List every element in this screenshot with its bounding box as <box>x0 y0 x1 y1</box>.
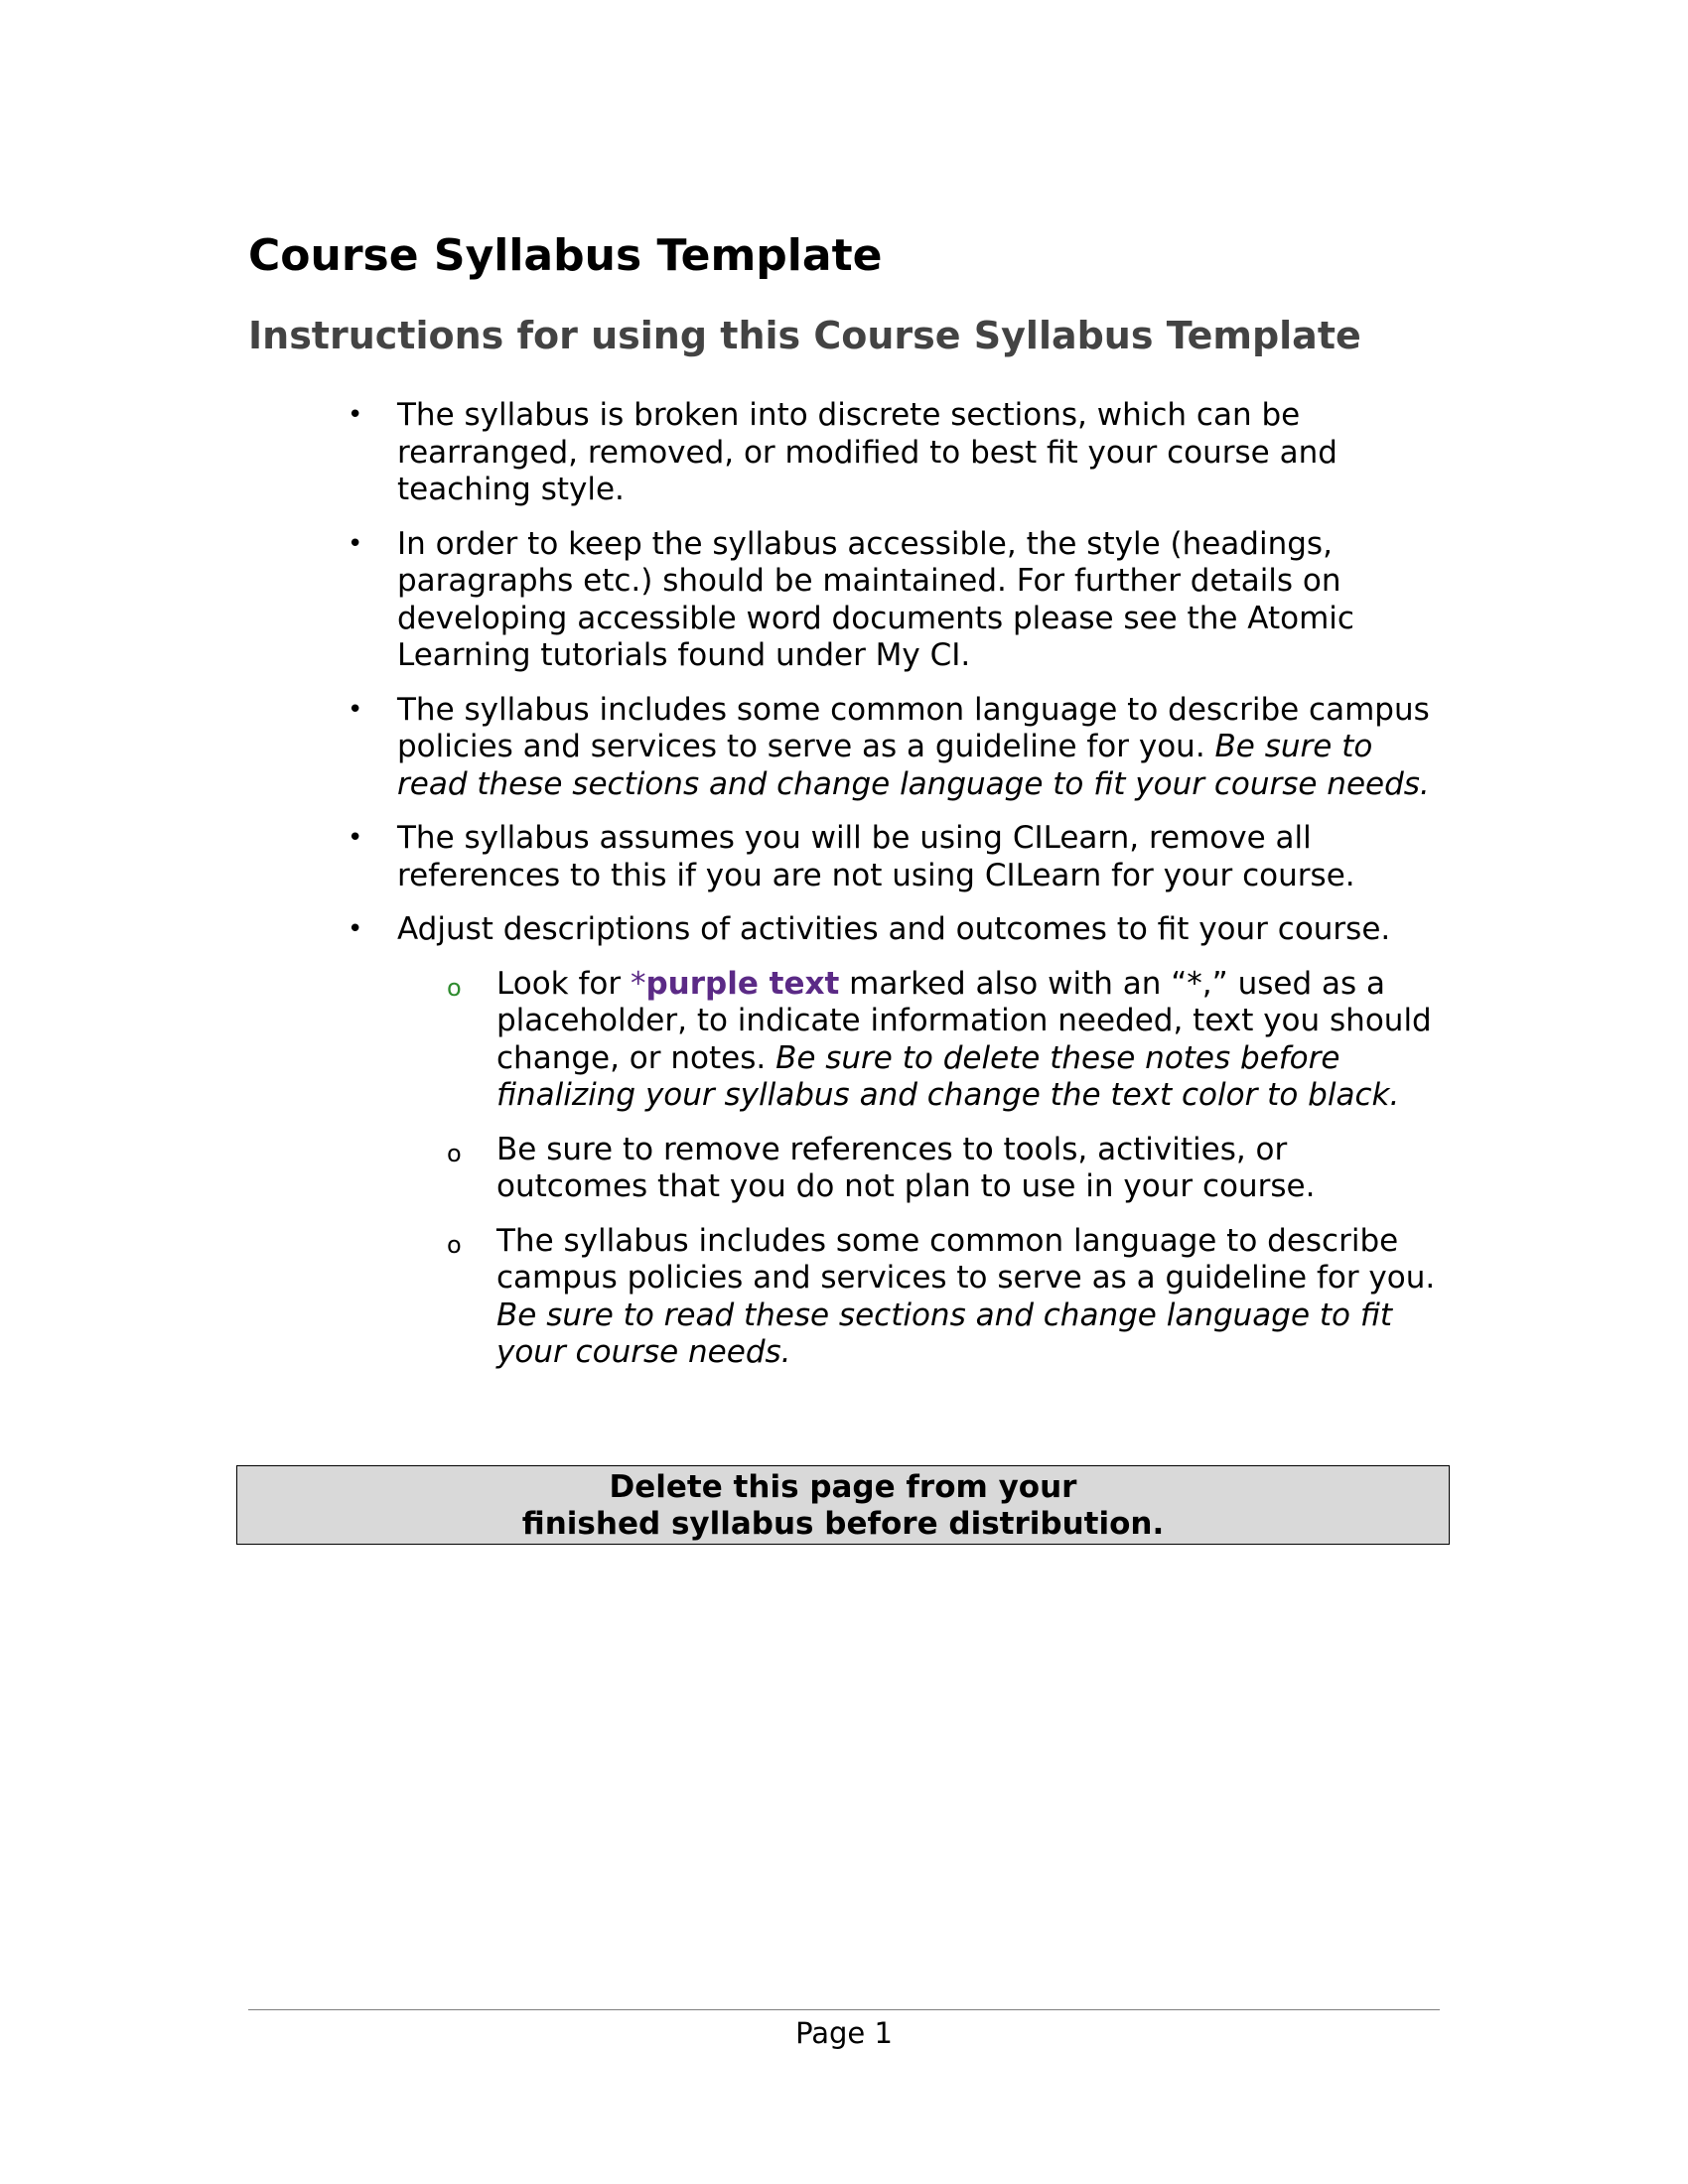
sub-item-text: Be sure to remove references to tools, activities, or outcomes that you do not plan to use in your course. <box>496 1131 1316 1204</box>
purple-text-label: purple text <box>645 965 840 1002</box>
bullet-icon: • <box>348 400 363 430</box>
sub-item-text: The syllabus includes some common language to describe campus policies and services to serve as a guideline for you. <box>496 1222 1436 1296</box>
sub-item-prefix: Look for <box>496 965 631 1002</box>
delete-page-notice <box>236 1465 1450 1545</box>
sub-list-item <box>248 966 1440 1115</box>
notice-line-2: finished syllabus before distribution. <box>521 1506 1165 1542</box>
page-title: Course Syllabus Template <box>248 230 883 281</box>
sub-item-emphasis: Be sure to read these sections and change language to fit your course needs. <box>496 1297 1393 1370</box>
footer-divider <box>248 2009 1440 2010</box>
list-item <box>248 397 1440 509</box>
sub-list <box>248 966 1440 1372</box>
list-item <box>248 526 1440 675</box>
section-heading: Instructions for using this Course Syllabus Template <box>248 314 1361 357</box>
list-item-text: The syllabus includes some common language to describe campus policies and services to serve as a guideline for you. <box>397 691 1430 764</box>
sub-item-text: marked also with an “*,” used as a placeholder, to indicate information needed, text you should change, or notes. <box>496 965 1432 1076</box>
list-item-text: The syllabus is broken into discrete sections, which can be rearranged, removed, or modified to best fit your course and teaching style. <box>397 397 1337 507</box>
instructions-list <box>248 397 1440 1389</box>
sub-list-item <box>248 1132 1440 1206</box>
bullet-icon: • <box>348 823 363 853</box>
sub-item-emphasis: Be sure to delete these notes before finalizing your syllabus and change the text color to black. <box>496 1039 1400 1113</box>
list-item <box>248 820 1440 894</box>
notice-line-1: Delete this page from your <box>609 1469 1077 1505</box>
sub-list-item <box>248 1223 1440 1372</box>
page-number: Page 1 <box>795 2016 893 2050</box>
list-item-text: The syllabus assumes you will be using CILearn, remove all references to this if you are not using CILearn for your course. <box>397 820 1355 893</box>
circle-bullet-icon: o <box>447 1139 462 1167</box>
purple-text-marker <box>631 966 839 1002</box>
list-item <box>248 692 1440 804</box>
circle-bullet-icon: o <box>447 973 462 1002</box>
bullet-icon: • <box>348 528 363 559</box>
list-item-text: In order to keep the syllabus accessible, the style (headings, paragraphs etc.) should be maintained. For further details on developing accessible word documents please see the Atomic Learning tutorials found under My CI. <box>397 525 1354 673</box>
list-item-emphasis: Be sure to read these sections and change language to fit your course needs. <box>397 729 1430 802</box>
circle-bullet-icon: o <box>447 1230 462 1259</box>
list-item <box>248 911 1440 949</box>
bullet-icon: • <box>348 694 363 725</box>
list-item-text: Adjust descriptions of activities and outcomes to fit your course. <box>397 911 1391 947</box>
asterisk: * <box>630 965 646 1002</box>
bullet-icon: • <box>348 914 363 944</box>
